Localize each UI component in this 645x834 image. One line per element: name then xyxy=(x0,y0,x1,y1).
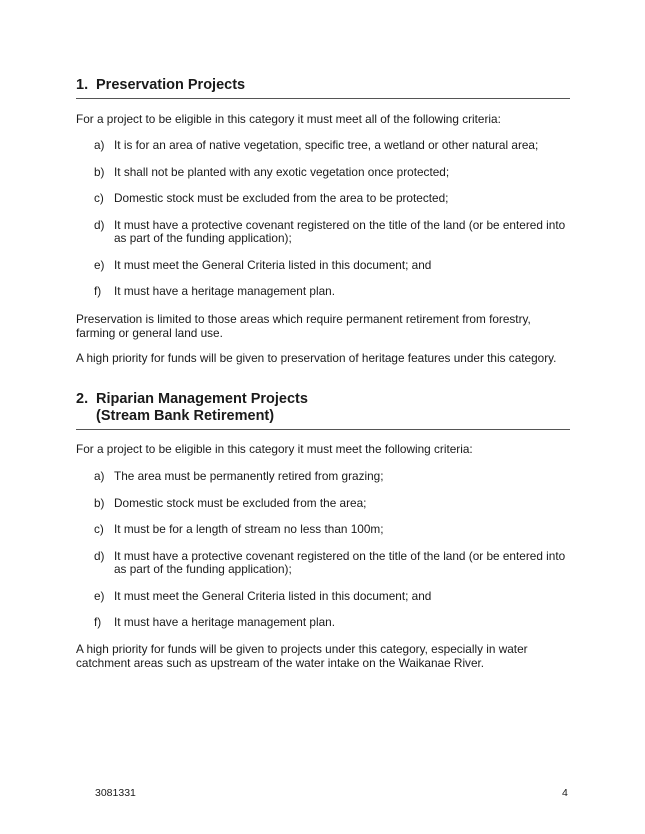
list-item xyxy=(76,470,570,484)
list-marker: e) xyxy=(94,257,105,272)
list-item xyxy=(76,285,570,299)
list-marker: d) xyxy=(94,217,105,232)
list-marker: f) xyxy=(94,615,102,629)
list-marker: b) xyxy=(94,495,105,510)
list-item xyxy=(76,497,570,511)
list-item xyxy=(76,523,570,537)
body-paragraph: A high priority for funds will be given to preservation of heritage features under this category. xyxy=(76,351,557,365)
list-marker: a) xyxy=(94,138,105,152)
list-marker: f) xyxy=(94,284,102,298)
list-marker: e) xyxy=(94,588,105,603)
section-preservation-intro xyxy=(76,113,570,127)
section-preservation-note-1 xyxy=(76,313,570,340)
list-text: Domestic stock must be excluded from the area; xyxy=(114,495,367,510)
section-number: 2. xyxy=(76,391,89,407)
list-marker: c) xyxy=(94,191,104,205)
body-paragraph: Preservation is limited to those areas which require permanent retirement from forestry, farming or general land use. xyxy=(76,312,531,340)
list-marker: c) xyxy=(94,522,104,536)
list-text: It shall not be planted with any exotic vegetation once protected; xyxy=(114,164,450,179)
list-item xyxy=(76,139,570,153)
intro-paragraph: For a project to be eligible in this category it must meet all of the following criteria: xyxy=(76,112,501,126)
footer-page-number: 4 xyxy=(562,787,568,799)
section-preservation-criteria xyxy=(76,139,570,299)
section-title: Riparian Management Projects xyxy=(96,391,308,407)
list-text: It must meet the General Criteria listed in this document; and xyxy=(114,588,432,603)
list-item xyxy=(76,166,570,180)
intro-paragraph: For a project to be eligible in this category it must meet the following criteria: xyxy=(76,442,473,456)
section-riparian-intro xyxy=(76,443,570,457)
section-subtitle: (Stream Bank Retirement) xyxy=(96,408,275,424)
list-item xyxy=(76,616,570,630)
list-marker: a) xyxy=(94,469,105,483)
list-item xyxy=(76,590,570,604)
criteria-list xyxy=(76,470,570,630)
section-preservation-heading xyxy=(76,77,570,99)
list-marker: b) xyxy=(94,164,105,179)
list-text: Domestic stock must be excluded from the area to be protected; xyxy=(114,191,449,205)
criteria-list xyxy=(76,139,570,299)
list-item xyxy=(76,259,570,273)
list-text: It must have a protective covenant registered on the title of the land (or be entered into as part of the funding application); xyxy=(114,217,566,245)
list-item xyxy=(76,219,570,246)
section-preservation-note-2 xyxy=(76,352,570,366)
section-heading xyxy=(76,77,570,99)
list-text: It must be for a length of stream no less than 100m; xyxy=(114,522,384,536)
list-text: It must have a heritage management plan. xyxy=(114,284,335,298)
list-item xyxy=(76,550,570,577)
list-text: It must have a heritage management plan. xyxy=(114,615,335,629)
list-text: The area must be permanently retired from grazing; xyxy=(114,469,384,483)
footer-document-number: 3081331 xyxy=(95,787,136,799)
list-text: It is for an area of native vegetation, specific tree, a wetland or other natural area; xyxy=(114,138,539,152)
section-riparian-criteria xyxy=(76,470,570,630)
body-paragraph: A high priority for funds will be given to projects under this category, especially in water catchment areas such as upstream of the water intake on the Waikanae River. xyxy=(76,642,528,670)
list-text: It must meet the General Criteria listed in this document; and xyxy=(114,257,432,272)
section-heading xyxy=(76,391,570,430)
list-text: It must have a protective covenant registered on the title of the land (or be entered into as part of the funding application); xyxy=(114,548,566,576)
section-riparian-note-1 xyxy=(76,643,570,670)
section-number: 1. xyxy=(76,77,89,93)
list-marker: d) xyxy=(94,548,105,563)
section-riparian-heading xyxy=(76,391,570,430)
section-title: Preservation Projects xyxy=(96,77,246,93)
list-item xyxy=(76,192,570,206)
